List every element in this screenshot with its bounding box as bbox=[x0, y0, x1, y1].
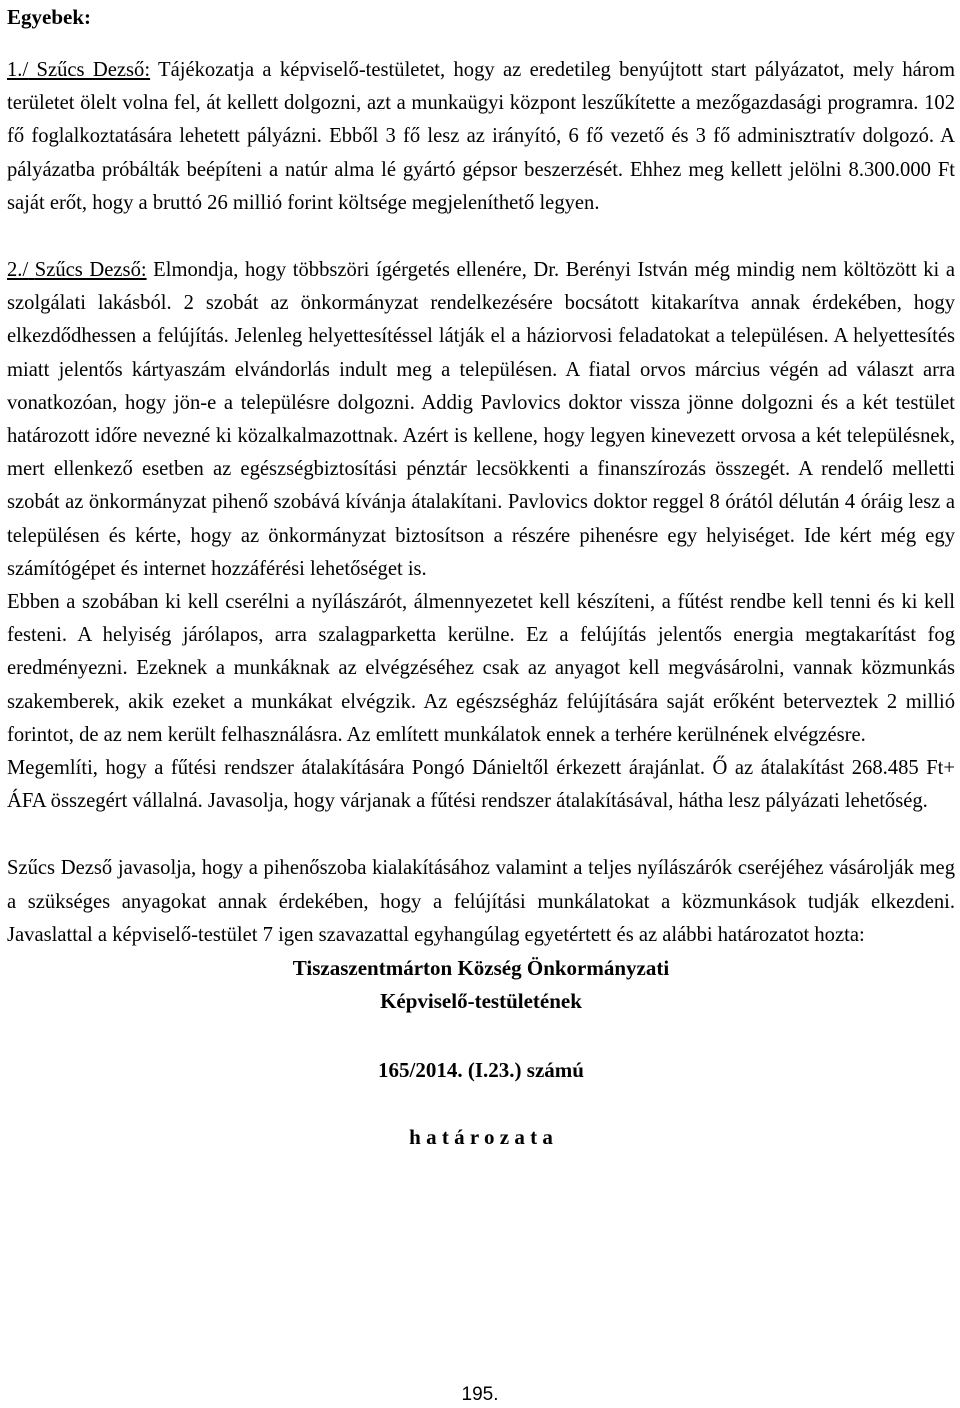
item-2-lead bbox=[7, 259, 147, 281]
page-number: 195. bbox=[461, 1384, 499, 1405]
section-heading: Egyebek: bbox=[7, 5, 91, 29]
item-2-speaker: Szűcs Dezső: bbox=[34, 259, 147, 282]
item-2-paragraph bbox=[7, 254, 955, 586]
item-1-paragraph bbox=[7, 54, 955, 220]
item-1-speaker: Szűcs Dezső: bbox=[36, 59, 151, 81]
item-2-text: Elmondja, hogy többszöri ígérgetés ellenére, Dr. Berényi István még mindig nem költözött ki a szolgálati lakásból. 2 szobát az önkormányzat rendelkezésére bocsátott kitakarítva annak érdekében, hogy elkezdődhessen a felújítás. Jelenleg helyettesítéssel látják el a háziorvosi feladatokat a településen. A helyettesítés miatt jelentős kártyaszám elvándorlás indult meg a településen. A fiatal orvos március végén ad választ arra vonatkozóan, hogy jön-e a településre dolgozni. Addig Pavlovics doktor vissza jönne dolgozni és a két testület határozott időre nevezné ki közalkalmazottnak. Azért is kellene, hogy legyen kinevezett orvosa a két településnek, mert ellenkező esetben az egészségbiztosítási pénztár lecsökkenti a finanszírozás összegét. A rendelő melletti szobát az önkormányzat pihenő szobává kívánja átalakítani. Pavlovics doktor reggel 8 órától délután 4 óráig lesz a településen és kérte, hogy az önkormányzat biztosítson a részére pihenésre egy helyiséget. Ide kért még egy számítógépet és internet hozzáférési lehetőséget is. bbox=[7, 259, 955, 580]
item-1-lead bbox=[7, 59, 150, 81]
proposal-paragraph: Szűcs Dezső javasolja, hogy a pihenőszoba kialakításához valamint a teljes nyílászárók cseréjéhez vásárolják meg a szükséges anyagokat annak érdekében, hogy a felújítási munkálatokat a közmunkások tudják elkezdeni. Javaslattal a képviselő-testület 7 igen szavazattal egyhangúlag egyetértett és az alábbi határozatot hozta: bbox=[7, 857, 955, 946]
resolution-number: 165/2014. (I.23.) számú bbox=[378, 1058, 584, 1083]
resolution-body-line-1: Tiszaszentmárton Község Önkormányzati bbox=[292, 956, 670, 981]
item-1-number: 1./ bbox=[7, 59, 29, 81]
item-2-paragraph-2: Ebben a szobában ki kell cserélni a nyílászárót, álmennyezetet kell készíteni, a fűtést rendbe kell tenni és ki kell festeni. A helyiség járólapos, arra szalagparketta kerülne. Ez a felújítás jelentős energia megtakarítást fog eredményezni. Ezeknek a munkáknak az elvégzéséhez csak az anyagot kell megvásárolni, vannak közmunkás szakemberek, akik ezeket a munkákat elvégzik. Az egészségház felújítására saját erőként beterveztek 2 millió forintot, de az nem került felhasználásra. Az említett munkálatok ennek a terhére kerülnének elvégzésre. bbox=[7, 591, 955, 746]
item-2-paragraph-3: Megemlíti, hogy a fűtési rendszer átalakítására Pongó Dánieltől érkezett árajánlat. Ő az átalakítást 268.485 Ft+ ÁFA összegért vállalná. Javasolja, hogy várjanak a fűtési rendszer átalakításával, hátha lesz pályázati lehetőség. bbox=[7, 757, 955, 813]
resolution-body-line-2: Képviselő-testületének bbox=[380, 989, 582, 1014]
document-page bbox=[7, 0, 955, 1154]
item-1-text: Tájékozatja a képviselő-testületet, hogy az eredetileg benyújtott start pályázatot, mely három területet ölelt volna fel, át kellett dolgozni, azt a munkaügyi központ leszűkítette a mezőgazdasági programra. 102 fő foglalkoztatására lehetett pályázni. Ebből 3 fő lesz az irányító, 6 fő vezető és 3 fő adminisztratív dolgozó. A pályázatba próbálták beépíteni a natúr alma lé gyártó gépsor beszerzését. Ehhez meg kellett jelölni 8.300.000 Ft saját erőt, hogy a bruttó 26 millió forint költsége megjeleníthető legyen. bbox=[7, 59, 955, 214]
resolution-title: h a t á r o z a t a bbox=[409, 1125, 553, 1150]
item-2-number: 2./ bbox=[7, 259, 29, 282]
